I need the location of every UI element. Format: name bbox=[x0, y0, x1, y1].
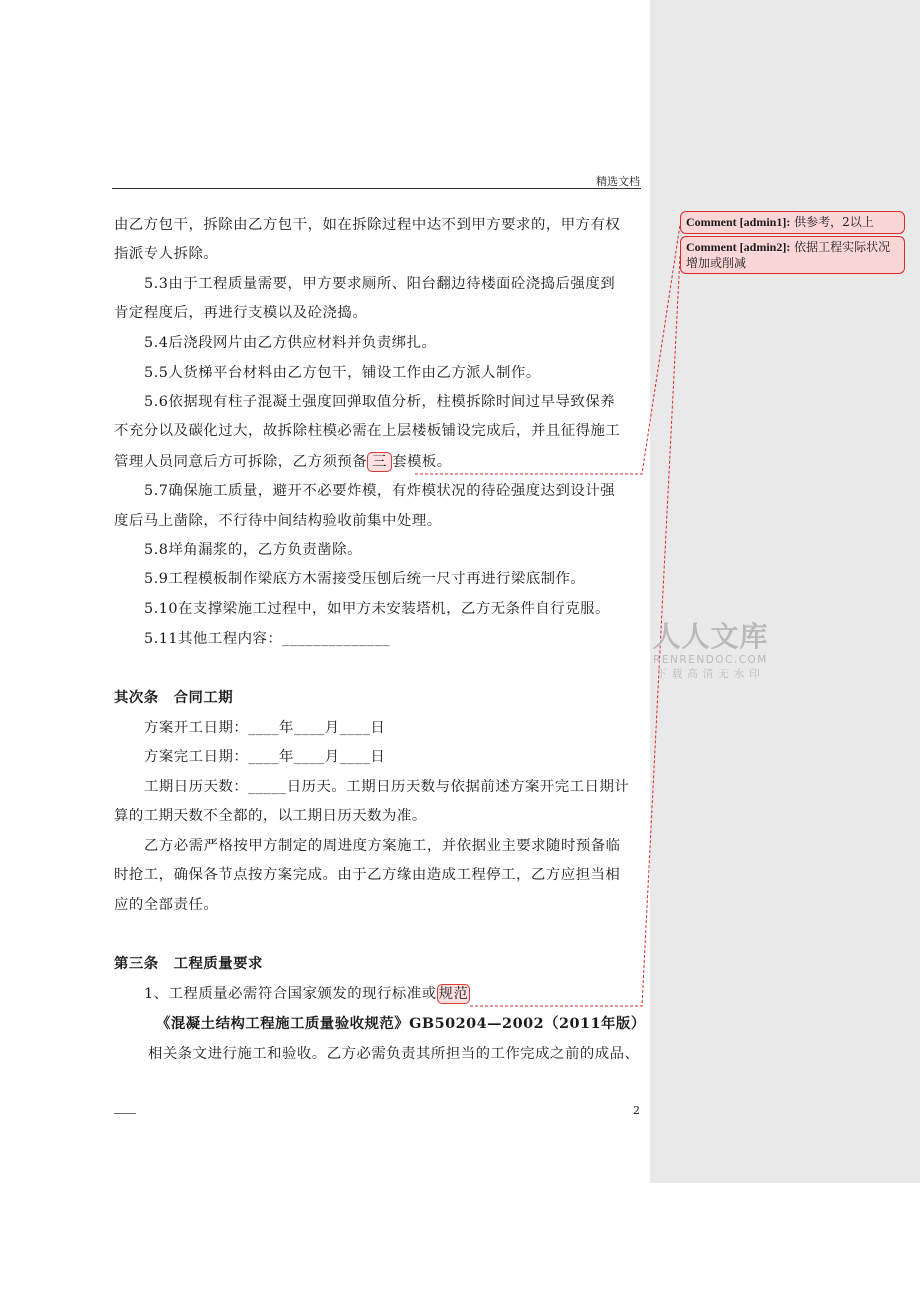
year-label: 年 bbox=[279, 720, 294, 736]
body-line: 时抢工，确保各节点按方案完成。由于乙方缘由造成工程停工，乙方应担当相 bbox=[114, 867, 621, 883]
end-date-label: 方案完工日期： bbox=[144, 749, 249, 765]
body-line: 应的全部责任。 bbox=[114, 897, 219, 913]
date-blank: ____ bbox=[248, 749, 280, 765]
comment-text: 供参考，2以上 bbox=[794, 215, 874, 229]
day-label: 日 bbox=[370, 720, 386, 736]
body-line-with-highlight bbox=[114, 452, 452, 472]
month-label: 月 bbox=[324, 720, 340, 736]
body-line: 算的工期天数不全都的，以工期日历天数为准。 bbox=[114, 808, 427, 824]
body-line: 不充分以及碳化过大，故拆除柱模必需在上层楼板铺设完成后，并且征得施工 bbox=[114, 423, 621, 439]
section-heading: 其次条 合同工期 bbox=[114, 689, 234, 706]
date-blank: ____ bbox=[339, 720, 371, 736]
comment-text: 依据工程实际状况增加或削减 bbox=[686, 240, 891, 270]
body-line: 度后马上凿除，不行待中间结构验收前集中处理。 bbox=[114, 513, 442, 529]
day-label: 日 bbox=[370, 749, 386, 765]
calendar-days-label: 工期日历天数： bbox=[144, 779, 249, 795]
date-blank: ____ bbox=[248, 720, 280, 736]
body-line: 肯定程度后，再进行支模以及砼浇捣。 bbox=[114, 305, 368, 321]
watermark-domain: RENRENDOC.COM bbox=[653, 654, 768, 666]
body-line: 相关条文进行施工和验收。乙方必需负责其所担当的工作完成之前的成品、 bbox=[148, 1046, 640, 1062]
start-date-line bbox=[144, 719, 385, 737]
body-line: 指派专人拆除。 bbox=[114, 246, 219, 262]
body-line: 5.6依据现有柱子混凝土强度回弹取值分析，柱模拆除时间过早导致保养 bbox=[144, 394, 616, 410]
body-line: 5.8垟角漏浆的，乙方负责凿除。 bbox=[144, 542, 362, 558]
watermark-logo: 人人文库 bbox=[652, 620, 769, 653]
body-line-other-work bbox=[144, 630, 390, 648]
body-line: 由乙方包干，拆除由乙方包干，如在拆除过程中达不到甲方要求的，甲方有权 bbox=[114, 217, 621, 233]
comment-sidebar bbox=[650, 0, 920, 1183]
body-line: 5.10在支撑梁施工过程中，如甲方未安装塔机，乙方无条件自行克服。 bbox=[144, 601, 610, 617]
standard-reference: 《混凝土结构工程施工质量验收规范》GB50204—2002（2011年版） bbox=[156, 1015, 646, 1032]
comment-anchor-1[interactable]: 三 bbox=[367, 452, 392, 472]
line-text-after: 套模板。 bbox=[392, 454, 452, 470]
header-label: 精选文档 bbox=[596, 175, 640, 188]
days-blank: _____ bbox=[248, 779, 287, 795]
comment-balloon-2[interactable] bbox=[680, 236, 905, 274]
calendar-days-text: 日历天。工期日历天数与依据前述方案开完工日期计 bbox=[286, 779, 630, 795]
date-blank: ____ bbox=[339, 749, 371, 765]
end-date-line bbox=[144, 748, 385, 766]
body-line: 5.3由于工程质量需要，甲方要求厕所、阳台翻边待楼面砼浇捣后强度到 bbox=[144, 276, 616, 292]
calendar-days-line bbox=[144, 778, 629, 796]
month-label: 月 bbox=[324, 749, 340, 765]
date-blank: ____ bbox=[293, 749, 325, 765]
body-line: 5.5人货梯平台材料由乙方包干，铺设工作由乙方派人制作。 bbox=[144, 365, 541, 381]
date-blank: ____ bbox=[293, 720, 325, 736]
comment-anchor-2[interactable]: 规范 bbox=[438, 986, 469, 1002]
other-work-blank: ______________ bbox=[282, 631, 391, 647]
line-text-before: 管理人员同意后方可拆除，乙方须预备 bbox=[114, 454, 368, 470]
watermark-slogan: 下载高清无水印 bbox=[656, 668, 765, 680]
comment-author: Comment [admin2]: bbox=[686, 240, 791, 254]
comment-author: Comment [admin1]: bbox=[686, 215, 791, 229]
body-line: 5.4后浇段网片由乙方供应材料并负责绑扎。 bbox=[144, 335, 437, 351]
quality-text: 1、工程质量必需符合国家颁发的现行标准或 bbox=[144, 986, 437, 1002]
section-heading: 第三条 工程质量要求 bbox=[114, 955, 263, 972]
other-work-label: 5.11其他工程内容： bbox=[144, 631, 283, 647]
page-number: 2 bbox=[633, 1104, 640, 1117]
year-label: 年 bbox=[279, 749, 294, 765]
quality-line bbox=[144, 984, 470, 1004]
watermark bbox=[648, 620, 773, 681]
comment-balloon-1[interactable] bbox=[680, 211, 905, 234]
header-rule bbox=[112, 188, 641, 189]
body-line: 乙方必需严格按甲方制定的周进度方案施工，并依据业主要求随时预备临 bbox=[144, 838, 621, 854]
footer-rule bbox=[114, 1113, 136, 1114]
body-line: 5.7确保施工质量，避开不必要炸模，有炸模状况的待砼强度达到设计强 bbox=[144, 483, 616, 499]
body-line: 5.9工程模板制作梁底方木需接受压刨后统一尺寸再进行梁底制作。 bbox=[144, 571, 586, 587]
start-date-label: 方案开工日期： bbox=[144, 720, 249, 736]
